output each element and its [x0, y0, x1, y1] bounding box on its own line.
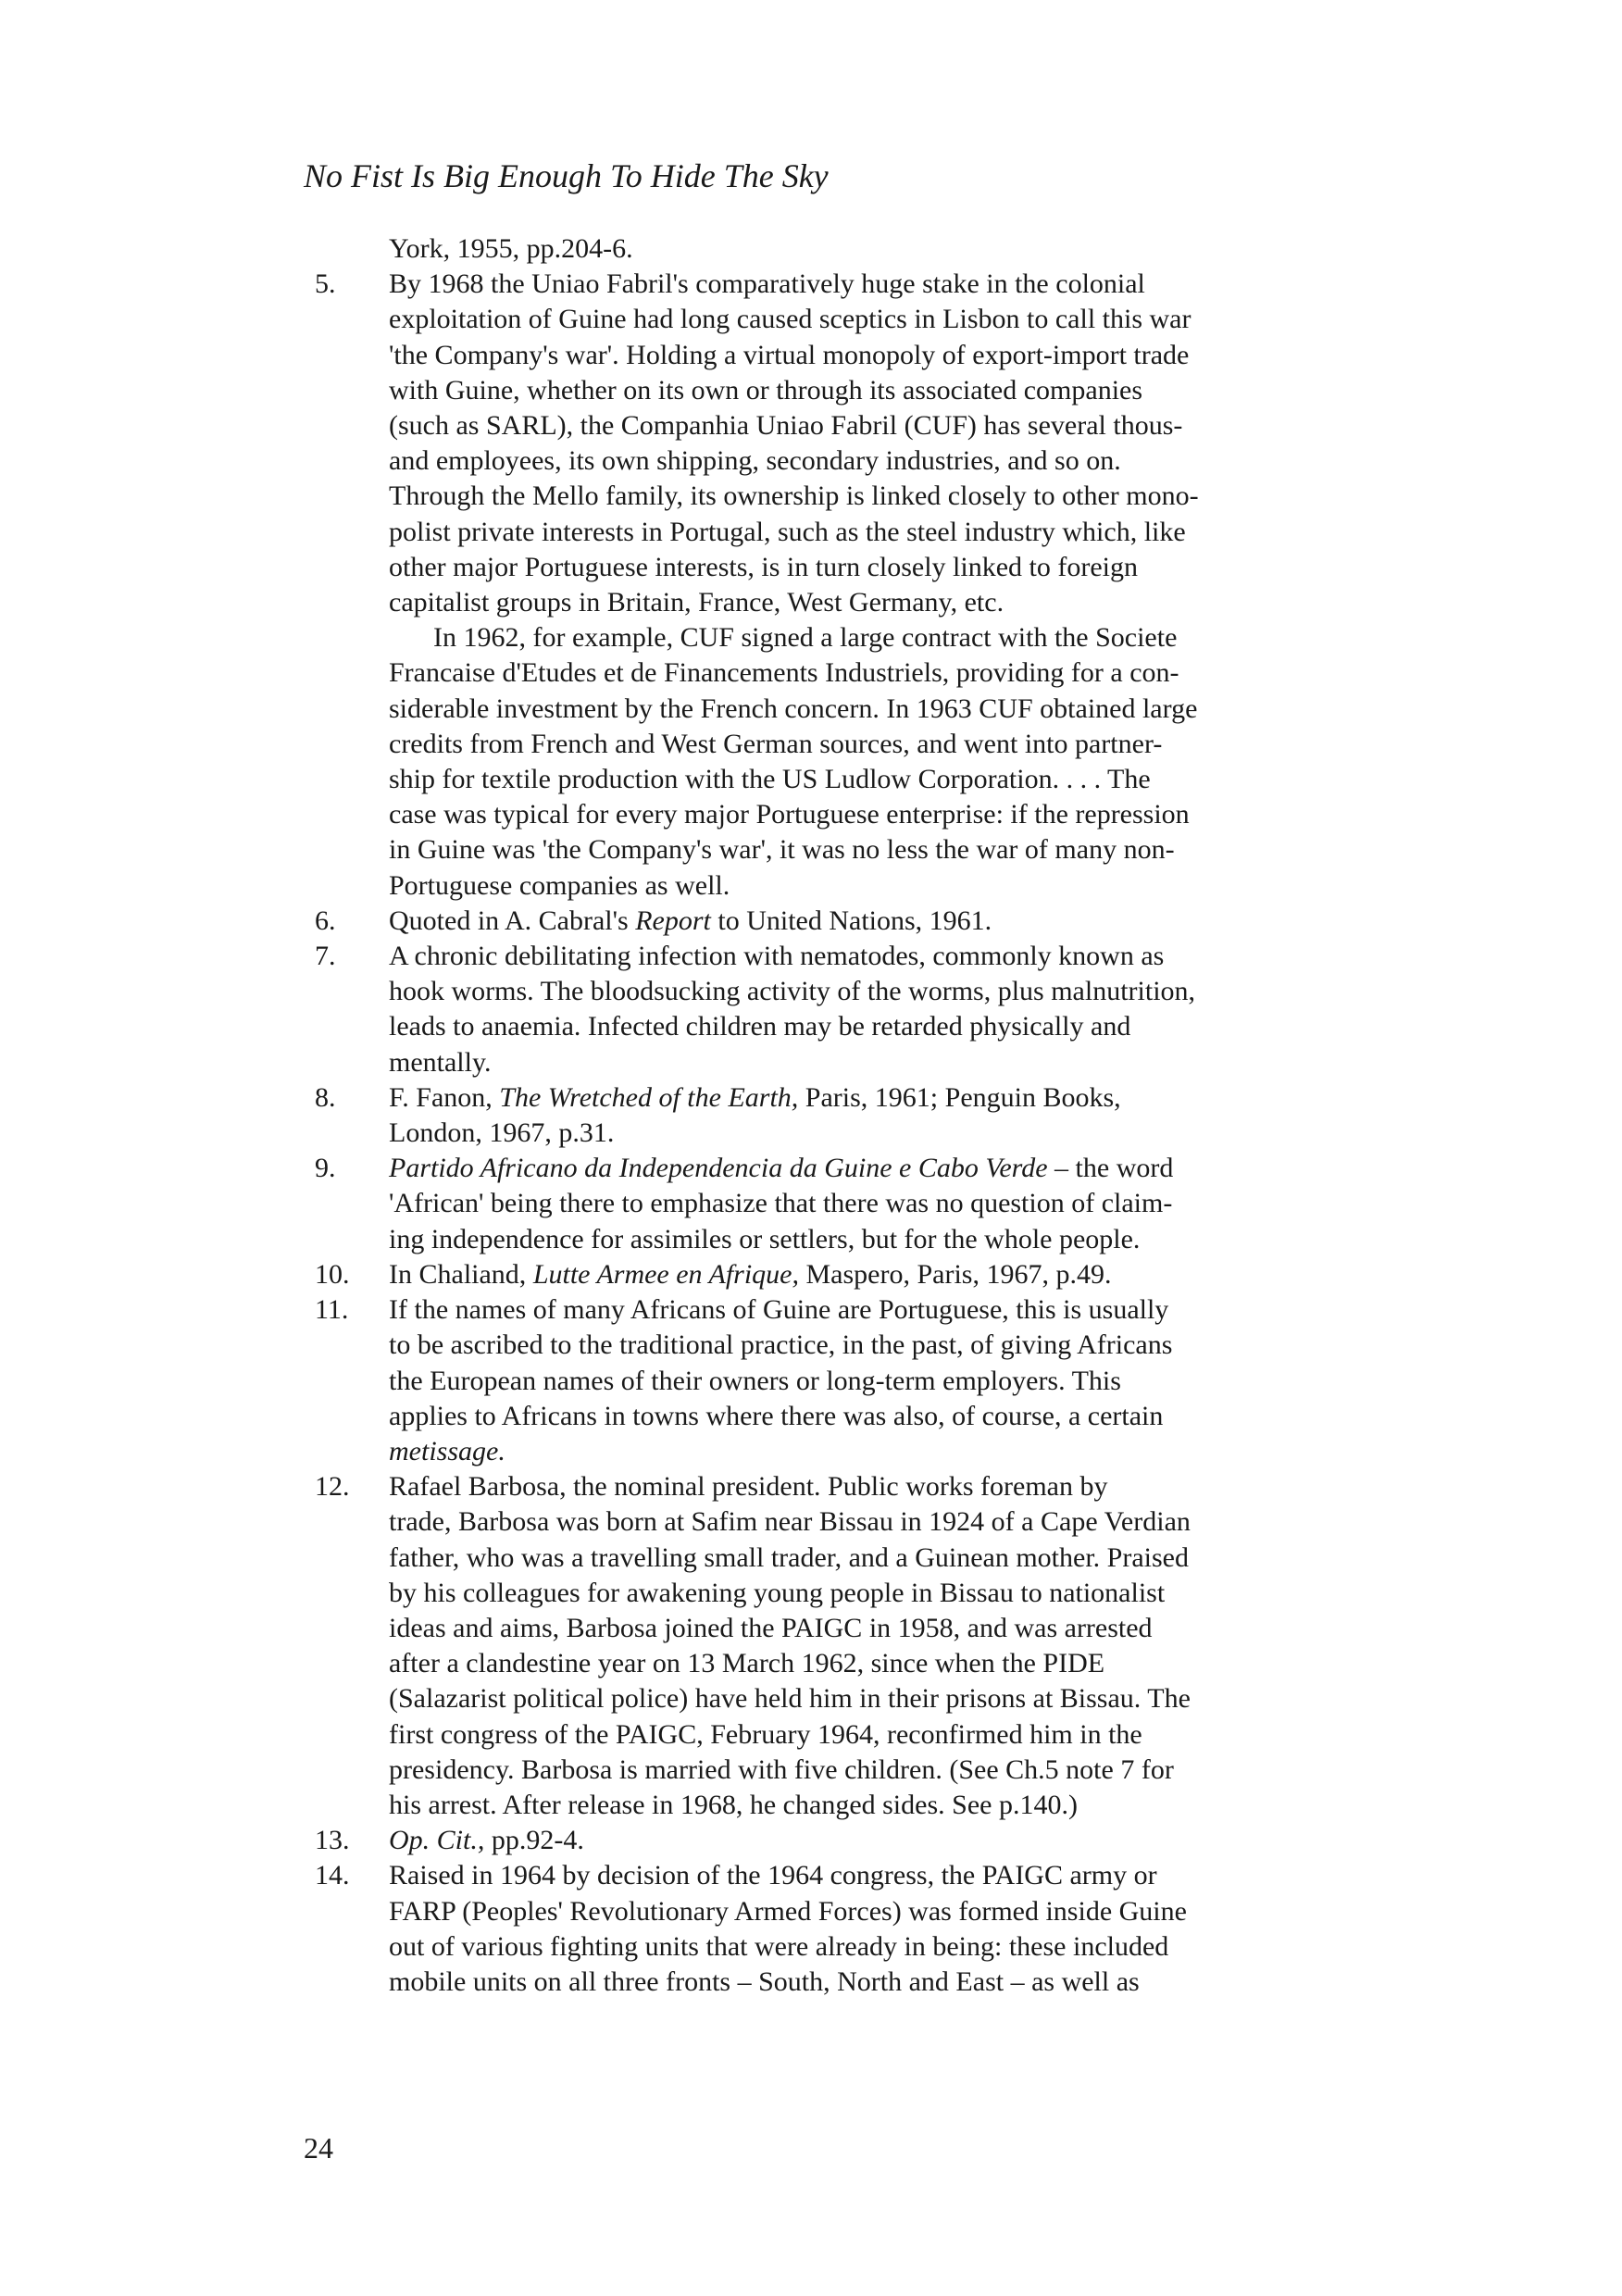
note-number: 8.	[315, 1081, 336, 1113]
note-5: 5. By 1968 the Uniao Fabril's comparatively huge stake in the colonial exploitation of Guine had long caused sceptics in Lisbon to call this war 'the Company's war'. Holding a virtual monopoly of export-import trade with Guine, whether on its own or through its associated companies (such as SARL), the Companhia Uniao Fabril (CUF) has several thous- and employees, its own shipping, secondary industries, and so on. Through the Mello family, its ownership is linked closely to other mono- polist private interests in Portugal, such as the steel industry which, like other major Portuguese interests, is in turn closely linked to foreign capitalist groups in Britain, France, West Germany, etc. In 1962, for example, CUF signed a large contract with the Societe Francaise d'Etudes et de Financements Industriels, providing for a con- siderable investment by the French concern. In 1963 CUF obtained large credits from French and West German sources, and went into partner- ship for textile production with the US Ludlow Corporation. . . . The case was typical for every major Portuguese enterprise: if the repression in Guine was 'the Company's war', it was no less the war of many non- Portuguese companies as well.	[315, 268, 1199, 901]
note-13: 13. Op. Cit., pp.92-4.	[315, 1823, 1389, 1858]
note-6: 6. Quoted in A. Cabral's Report to United Nations, 1961.	[315, 904, 1389, 939]
note-number: 12.	[315, 1471, 350, 1503]
italic-title: The Wretched of the Earth,	[499, 1081, 799, 1113]
note-14: 14. Raised in 1964 by decision of the 1964 congress, the PAIGC army or FARP (Peoples' Revolutionary Armed Forces) was formed inside Guine out of various fighting units that were already in being: these included mobile units on all three fronts – South, North and East – as well as	[315, 1860, 1187, 1997]
note-number: 5.	[315, 268, 336, 300]
note-7: 7. A chronic debilitating infection with nematodes, commonly known as hook worms. The bloodsucking activity of the worms, plus malnutrition, leads to anaemia. Infected children may be retarded physically and mentally.	[315, 941, 1196, 1078]
page-number: 24	[304, 2131, 333, 2165]
italic-title: Report	[635, 905, 711, 936]
note-8: 8. F. Fanon, The Wretched of the Earth, Paris, 1961; Penguin Books, London, 1967, p.31.	[315, 1081, 1121, 1149]
note-12: 12. Rafael Barbosa, the nominal president. Public works foreman by trade, Barbosa was born at Safim near Bissau in 1924 of a Cape Verdian father, who was a travelling small trader, and a Guinean mother. Praised by his colleagues for awakening young people in Bissau to nationalist ideas and aims, Barbosa joined the PAIGC in 1958, and was arrested after a clandestine year on 13 March 1962, since when the PIDE (Salazarist political police) have held him in their prisons at Bissau. The first congress of the PAIGC, February 1964, reconfirmed him in the presidency. Barbosa is married with five children. (See Ch.5 note 7 for his arrest. After release in 1968, he changed sides. See p.140.)	[315, 1471, 1191, 1820]
endnotes	[315, 231, 1389, 2000]
note-10: 10. In Chaliand, Lutte Armee en Afrique, Maspero, Paris, 1967, p.49.	[315, 1257, 1389, 1292]
italic-title: Partido Africano da Independencia da Guine e Cabo Verde	[389, 1153, 1048, 1184]
running-head: No Fist Is Big Enough To Hide The Sky	[304, 157, 829, 194]
note-number: 9.	[315, 1153, 336, 1184]
note-continuation: York, 1955, pp.204-6.	[389, 233, 633, 264]
italic-title: Lutte Armee en Afrique,	[532, 1258, 799, 1290]
note-number: 7.	[315, 941, 336, 972]
note-9: 9. Partido Africano da Independencia da Guine e Cabo Verde – the word 'African' being there to emphasize that there was no question of claim- ing independence for assimiles or settlers, but for the whole people.	[315, 1153, 1174, 1254]
note-11: 11. If the names of many Africans of Guine are Portuguese, this is usually to be ascribed to the traditional practice, in the past, of giving Africans the European names of their owners or long-term employers. This applies to Africans in towns where there was also, of course, a certain metissage.	[315, 1294, 1173, 1466]
italic-abbrev: Op. Cit.,	[389, 1825, 485, 1856]
note-number: 6.	[315, 905, 336, 936]
note-number: 13.	[315, 1825, 350, 1856]
italic-term: metissage.	[389, 1435, 505, 1466]
note-number: 14.	[315, 1860, 350, 1891]
note-number: 10.	[315, 1258, 350, 1290]
note-number: 11.	[315, 1294, 349, 1326]
